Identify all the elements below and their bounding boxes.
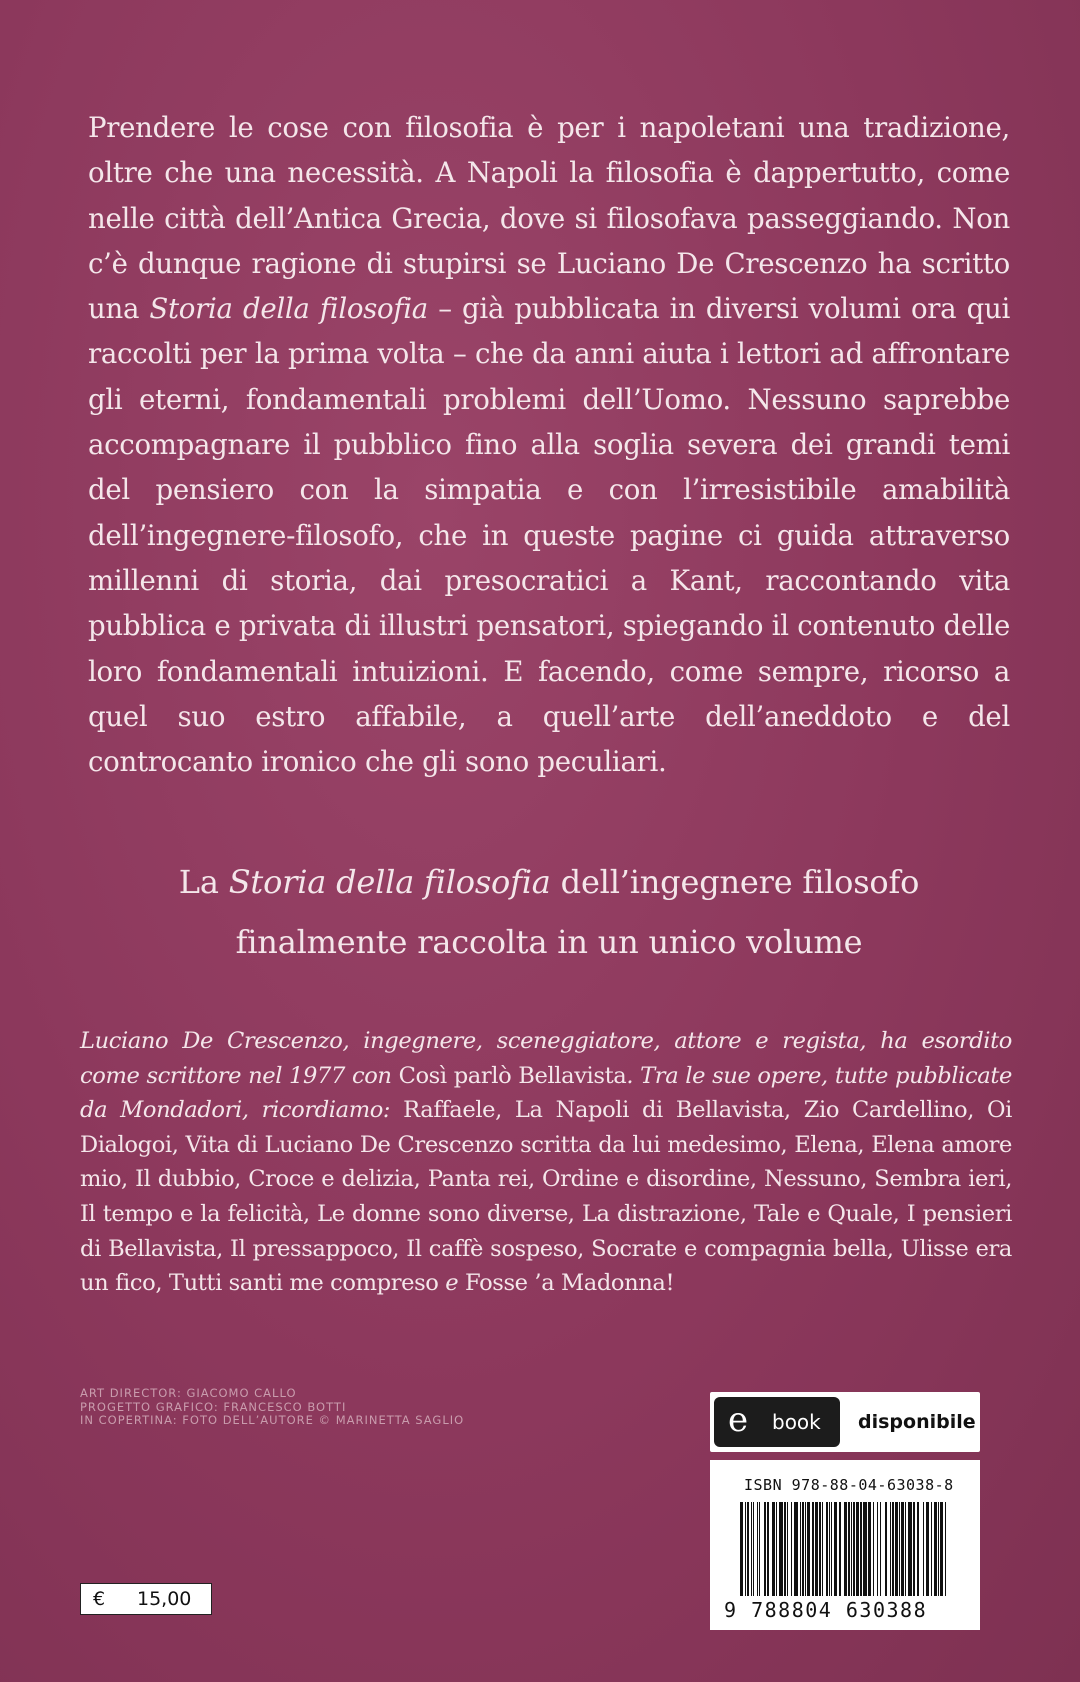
blurb-text-1: Prendere le cose con filosofia è per i napoletani una tradizione, oltre che una necessità. A Napoli la filosofia è dappertutto, come nelle città dell’Antica Grecia, dove si filosofava passeggiando. Non c’è dunque ragione di stupirsi se Luciano De Crescenzo ha scritto una	[88, 111, 1010, 326]
price-value: 15,00	[137, 1588, 192, 1610]
tagline	[88, 852, 1010, 972]
credit-cover: IN COPERTINA: FOTO DELL’AUTORE © MARINETTA SAGLIO	[80, 1413, 465, 1427]
barcode-bar	[905, 1502, 906, 1596]
barcode-bar	[753, 1502, 754, 1596]
currency-symbol: €	[93, 1588, 106, 1610]
price-box	[80, 1583, 212, 1615]
barcode-bar	[794, 1502, 798, 1596]
barcode-bar	[863, 1502, 867, 1596]
barcode-bar	[826, 1502, 828, 1596]
barcode-bar	[851, 1502, 852, 1596]
barcode-bar	[779, 1502, 783, 1596]
barcode-bar	[822, 1502, 823, 1596]
barcode-bar	[759, 1502, 760, 1596]
barcode-bar	[880, 1502, 881, 1596]
barcode-bar	[787, 1502, 788, 1596]
isbn-label: ISBN 978-88-04-63038-8	[744, 1476, 954, 1494]
ebook-logo	[714, 1397, 840, 1447]
bio-mid: . Tra le sue opere, tutte pubblicate da Mondadori, ricordiamo:	[80, 1062, 1012, 1124]
barcode-bar	[815, 1502, 818, 1596]
credit-design: PROGETTO GRAFICO: FRANCESCO BOTTI	[80, 1399, 347, 1414]
barcode-bar	[839, 1502, 841, 1596]
barcode-bar	[926, 1502, 929, 1596]
barcode-bar	[895, 1502, 898, 1596]
barcode-bar	[860, 1502, 862, 1596]
tagline-title: Storia della filosofia	[228, 863, 551, 901]
barcode-bar	[812, 1502, 814, 1596]
ebook-book-word: book	[772, 1410, 821, 1434]
barcode-bar	[747, 1502, 749, 1596]
barcode-bar	[908, 1502, 912, 1596]
barcode-bar	[767, 1502, 769, 1596]
tagline-line-2: finalmente raccolta in un unico volume	[235, 923, 863, 961]
blurb-title: Storia della filosofia	[149, 292, 428, 326]
tagline-post: dell’ingegnere filosofo	[550, 863, 920, 901]
barcode-bar	[890, 1502, 891, 1596]
credit-art-director: ART DIRECTOR: GIACOMO CALLO	[80, 1386, 297, 1400]
barcode-bar	[834, 1502, 837, 1596]
barcode-bar	[745, 1502, 746, 1596]
barcode-bar	[877, 1502, 878, 1596]
barcode-bar	[873, 1502, 874, 1596]
bio-books: Raffaele, La Napoli di Bellavista, Zio Cardellino, Oi Dialogoi, Vita di Luciano De Crescenzo scritta da lui medesimo, Elena, Elena amore mio, Il dubbio, Croce e delizia, Panta rei, Ordine e disordine, Nessuno, Sembra ieri, Il tempo e la felicità, Le donne sono diverse, La distrazione, Tale e Quale, I pensieri di Bellavista, Il pressappoco, Il caffè sospeso, Socrate e compagnia bella, Ulisse era un fico, Tutti santi me compreso	[80, 1097, 1012, 1297]
barcode-bar	[807, 1502, 810, 1596]
barcode-bar	[934, 1502, 937, 1596]
blurb-text-2: – già pubblicata in diversi volumi ora qui raccolti per la prima volta – che da anni aiuta i lettori ad affrontare gli eterni, fondamentali problemi dell’Uomo. Nessuno saprebbe accompagnare il pubblico fino alla soglia severa dei grandi temi del pensiero con la simpatia e con l’irresistibile amabilità dell’ingegnere-filosofo, che in queste pagine ci guida attraverso millenni di storia, dai presocratici a Kant, raccontando vita pubblica e privata di illustri pensatori, spiegando il contenuto delle loro fondamentali intuizioni. E facendo, come sempre, ricorso a quel suo estro affabile, a quell’arte dell’aneddoto e del controcanto ironico che gli sono peculiari.	[88, 292, 1010, 779]
barcode-bar	[945, 1502, 946, 1596]
barcode-bar	[819, 1502, 821, 1596]
barcode-bar	[791, 1502, 792, 1596]
back-cover-blurb	[88, 105, 1010, 784]
barcode-bar	[899, 1502, 900, 1596]
barcode-bar	[868, 1502, 871, 1596]
barcode-bar	[931, 1502, 932, 1596]
author-bio	[80, 1024, 1012, 1301]
barcode-digits: 9 788804 630388	[724, 1598, 928, 1622]
barcode-bar	[805, 1502, 806, 1596]
barcode-bar	[848, 1502, 850, 1596]
ebook-badge	[710, 1392, 980, 1452]
bio-intro: Luciano De Crescenzo, ingegnere, sceneggiatore, attore e regista, ha esordito come scrittore nel 1977 con	[80, 1028, 1012, 1089]
tagline-pre: La	[178, 863, 229, 901]
barcode-bar	[844, 1502, 847, 1596]
tagline-line-1	[88, 852, 1010, 912]
bio-last-book: Fosse ’a Madonna!	[465, 1270, 675, 1297]
barcode-bar	[784, 1502, 786, 1596]
barcode-bar	[917, 1502, 919, 1596]
ebook-availability: disponibile	[858, 1411, 976, 1433]
barcode-bar	[938, 1502, 939, 1596]
barcode-bar	[772, 1502, 775, 1596]
barcode-bar	[892, 1502, 894, 1596]
barcode-bar	[913, 1502, 915, 1596]
barcode-bar	[802, 1502, 804, 1596]
barcode-bar	[764, 1502, 766, 1596]
barcode-bar	[901, 1502, 904, 1596]
barcode-bar	[800, 1502, 801, 1596]
bio-first-book: Così parlò Bellavista	[398, 1062, 627, 1089]
barcode-bar	[940, 1502, 943, 1596]
barcode-bar	[831, 1502, 832, 1596]
barcode-bar	[853, 1502, 855, 1596]
isbn-barcode	[710, 1460, 980, 1630]
barcode-bar	[885, 1502, 887, 1596]
barcode-bar	[923, 1502, 924, 1596]
bio-and: e	[438, 1270, 466, 1297]
barcode-bar	[751, 1502, 752, 1596]
barcode-bar	[776, 1502, 777, 1596]
barcode-bar	[740, 1502, 743, 1596]
barcode-bar	[829, 1502, 830, 1596]
barcode-bar	[757, 1502, 758, 1596]
barcode-bar	[856, 1502, 859, 1596]
ebook-e-letter: e	[728, 1400, 749, 1440]
barcode-bars	[740, 1502, 950, 1596]
design-credits	[80, 1387, 464, 1428]
